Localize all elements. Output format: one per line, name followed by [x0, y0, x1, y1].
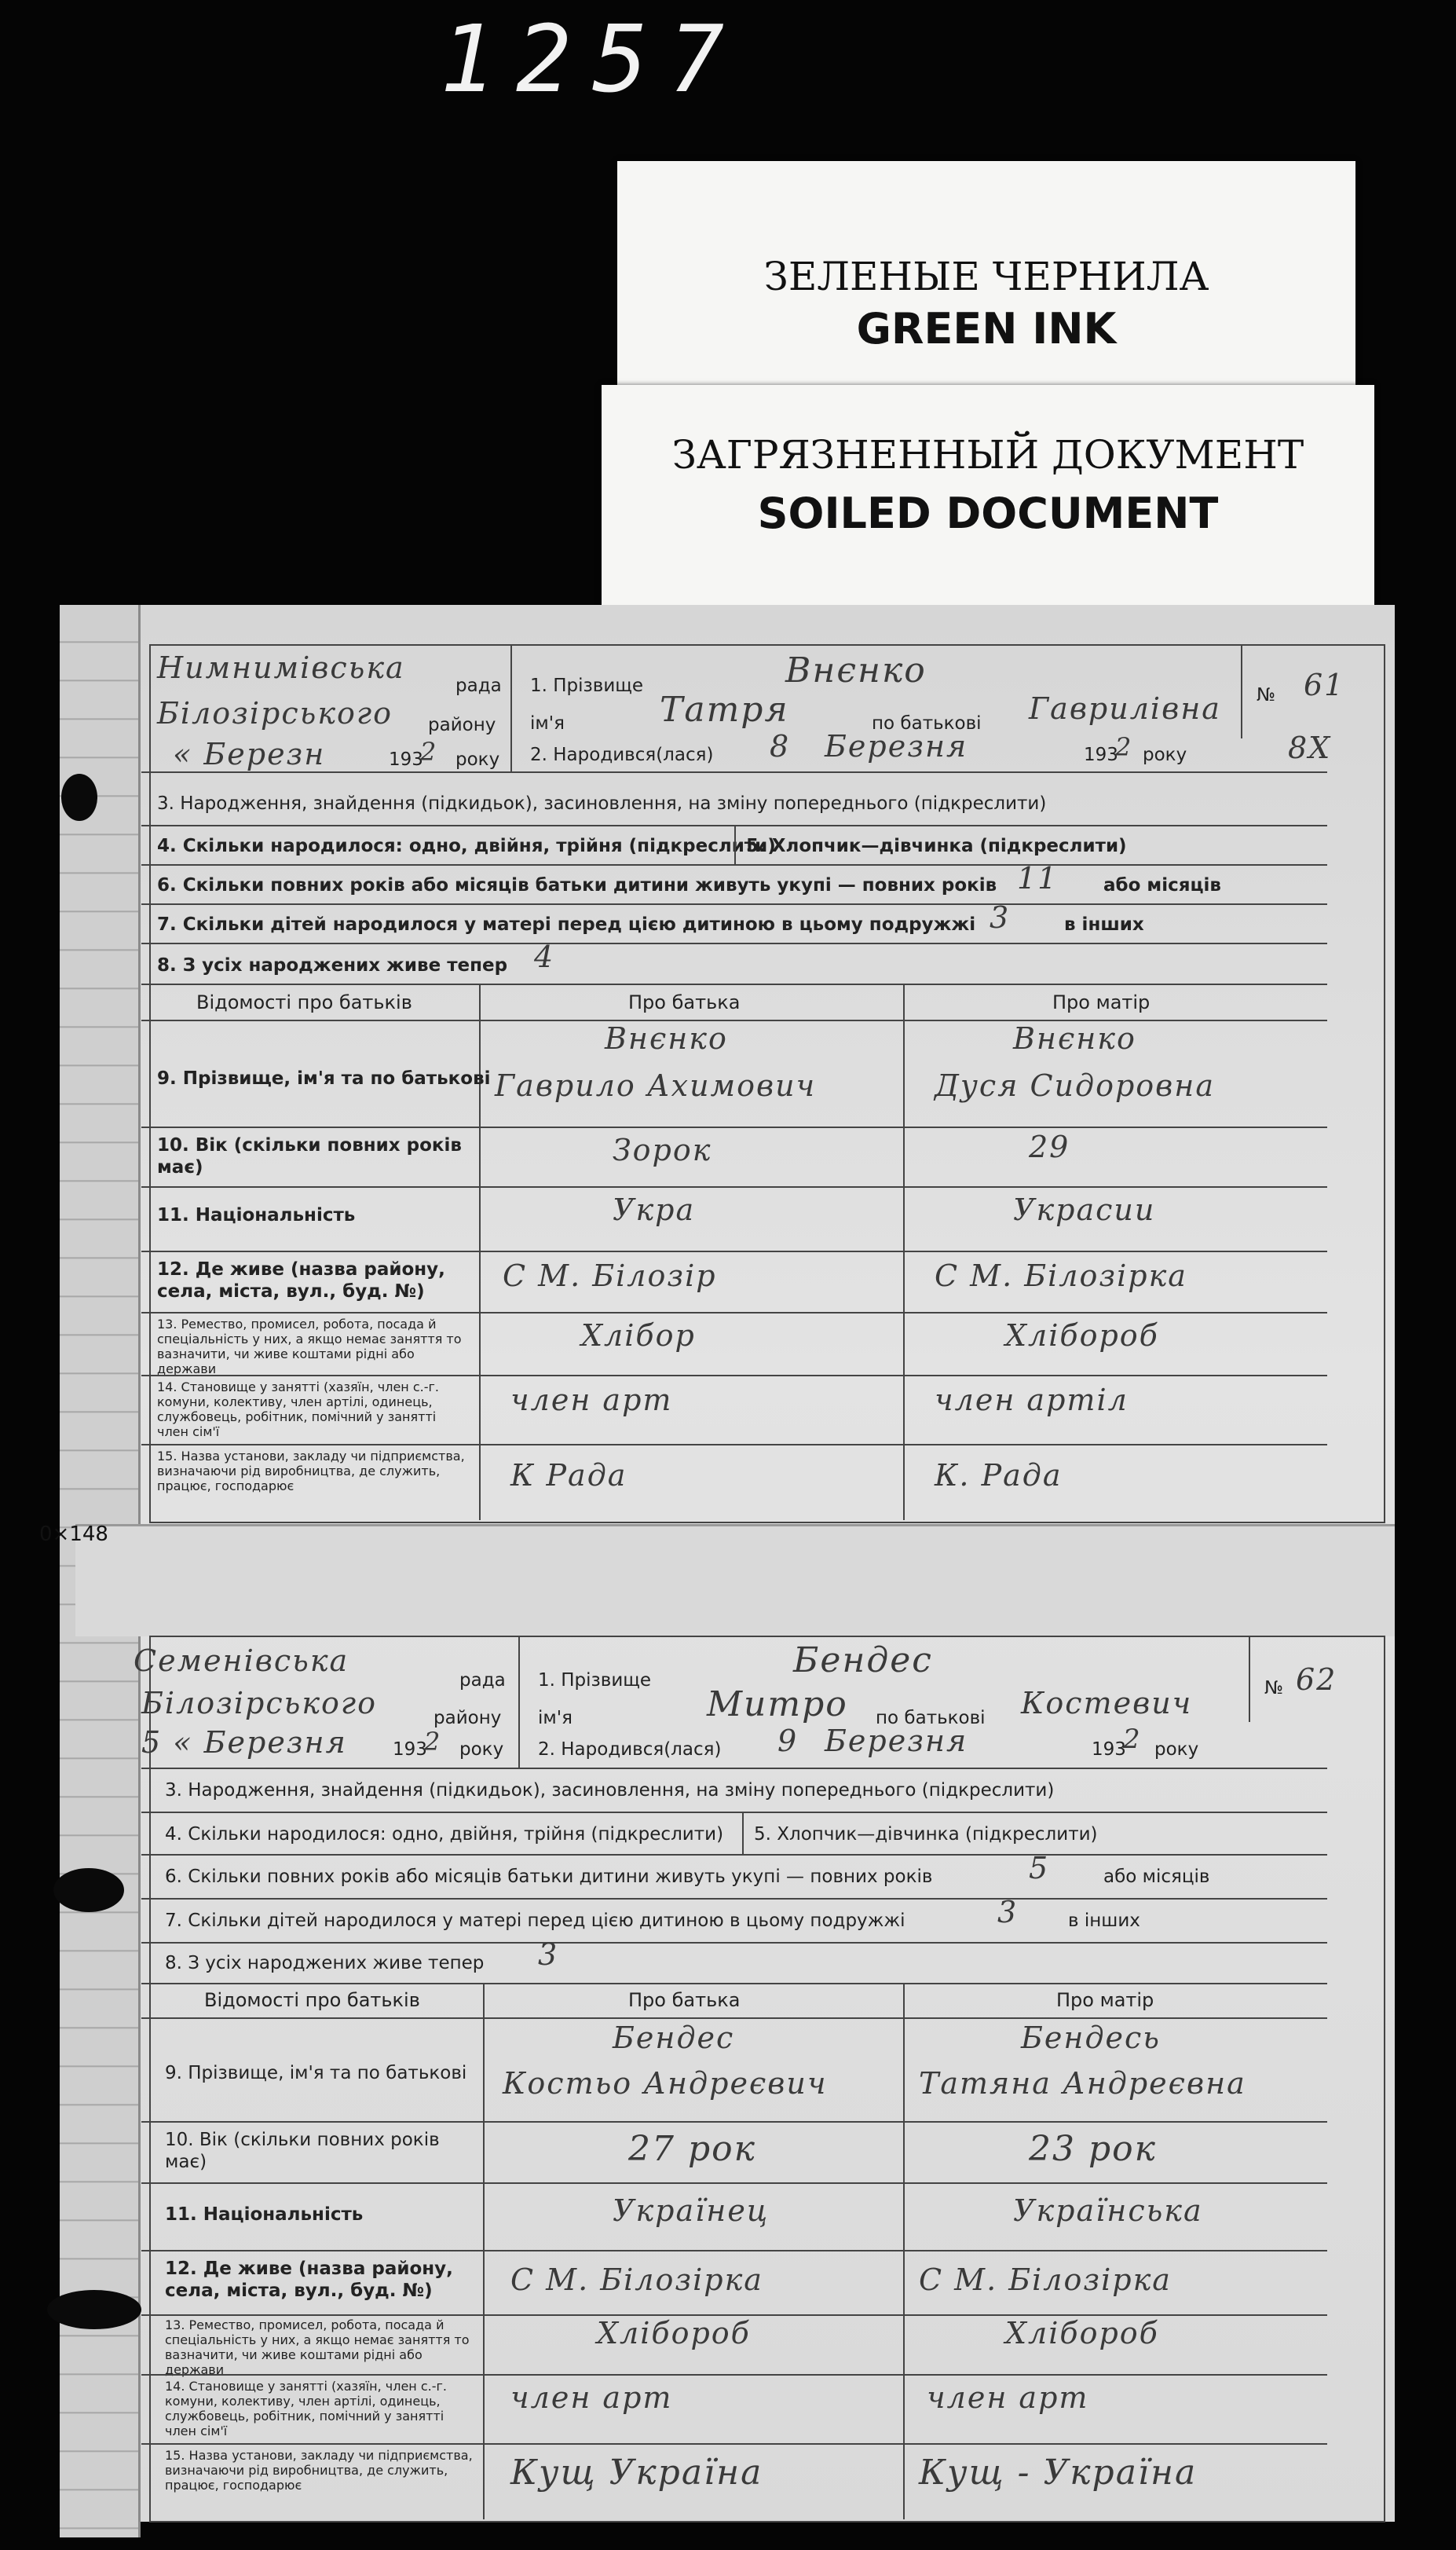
green-ink-label-ru: ЗЕЛЕНЫЕ ЧЕРНИЛА [763, 254, 1209, 299]
row-line [141, 1812, 1327, 1813]
father-age: 27 рок [628, 2129, 756, 2169]
father-age: Зорок [613, 1133, 712, 1167]
soiled-label-ru: ЗАГРЯЗНЕННЫЙ ДОКУМЕНТ [671, 432, 1304, 478]
row10-label: 10. Вік (скільки повних років має) [157, 1135, 462, 1178]
surname-value: Бендес [793, 1640, 933, 1680]
q6-months: або місяців [1103, 875, 1221, 896]
green-ink-label [617, 161, 1355, 397]
year-digit: 2 [424, 1727, 442, 1757]
row-line [141, 1251, 1327, 1252]
row-line [141, 1312, 1327, 1313]
born-label: 2. Народився(лася) [530, 745, 714, 765]
name-value: Татря [660, 690, 789, 730]
name-label: ім'я [530, 713, 565, 734]
raion-label: району [434, 1708, 502, 1728]
roku-label: року [455, 749, 500, 770]
col-info-header: Відомості про батьків [204, 1989, 420, 2011]
name-value: Митро [707, 1684, 848, 1724]
year-prefix: 193 [393, 1739, 427, 1760]
row13-label: 13. Ремество, промисел, робота, посада й спеціальність у них, а якщо немає заняття то вазначити, чи живе коштами рідні або держави [165, 2317, 470, 2377]
father-status: член арт [510, 1383, 673, 1417]
q5-text: 5. Хлопчик—дівчинка (підкреслити) [746, 836, 1127, 856]
row11-label: 11. Національність [157, 1205, 356, 1226]
mother-status: член арт [927, 2380, 1089, 2415]
q4-text: 4. Скільки народилося: одно, двійня, трійня (підкреслити) [157, 836, 776, 856]
col-mother-header: Про матір [1052, 991, 1151, 1013]
mother-occupation: Хлібороб [1005, 2316, 1159, 2350]
father-home: С М. Білозір [503, 1259, 717, 1293]
father-organization: Кущ Україна [510, 2453, 763, 2493]
children-before: 3 [990, 900, 1011, 935]
divider [1249, 1636, 1250, 1722]
father-surname: Бендес [613, 2021, 735, 2055]
father-surname: Внєнко [605, 1021, 728, 1056]
surname-value: Внєнко [785, 650, 927, 691]
date-value: 5 « Березня [141, 1725, 347, 1760]
years-together: 5 [1029, 1851, 1050, 1885]
row14-label: 14. Становище у занятті (хазяїн, член с.-г. комуни, колективу, член артілі, одинець, службовець, робітник, помічний у занятті член сім'ї [165, 2379, 447, 2438]
binding-hole [53, 1868, 124, 1912]
divider [510, 644, 512, 771]
q4-text: 4. Скільки народилося: одно, двійня, трійня (підкреслити) [165, 1824, 724, 1845]
row15-label: 15. Назва установи, закладу чи підприємства, визначаючи рід виробництва, де служить, працює, господарює [165, 2448, 473, 2493]
born-month: Березня [825, 729, 968, 764]
q6-text: 6. Скільки повних років або місяців батьки дитини живуть укупі — повних років [157, 875, 997, 896]
soiled-label-en: SOILED DOCUMENT [757, 489, 1219, 538]
year-digit: 2 [420, 737, 438, 767]
sheet-gap [75, 1524, 1395, 1636]
year-prefix: 193 [389, 749, 423, 770]
father-nationality: Українец [613, 2193, 770, 2228]
margin-mark: 8Х [1288, 731, 1332, 765]
row-line [141, 903, 1327, 905]
divider [518, 1636, 520, 1768]
row-line [141, 2017, 1327, 2019]
row-line [141, 864, 1327, 866]
margin-note: 0×148 [39, 1522, 108, 1546]
father-home: С М. Білозірка [510, 2262, 763, 2297]
row-line [141, 2121, 1327, 2123]
born-year-prefix: 193 [1084, 745, 1118, 765]
archive-number: 1257 [440, 5, 745, 113]
mother-surname: Внєнко [1013, 1021, 1136, 1056]
children-before: 3 [997, 1895, 1019, 1929]
number-label: № [1264, 1678, 1283, 1698]
row10-label: 10. Вік (скільки повних років має) [165, 2130, 440, 2172]
village-value: Нимнимівська [157, 650, 405, 685]
born-label: 2. Народився(лася) [538, 1739, 722, 1760]
raion-label: району [428, 715, 496, 735]
row11-label: 11. Національність [165, 2204, 364, 2225]
name-label: ім'я [538, 1708, 573, 1728]
col-father-header: Про батька [628, 991, 741, 1013]
row14-label: 14. Становище у занятті (хазяїн, член с.-г. комуни, колективу, член артілі, одинець, службовець, робітник, помічний у занятті член сім'ї [157, 1379, 439, 1439]
mother-nationality: Українська [1013, 2193, 1203, 2228]
col-mother-header: Про матір [1056, 1989, 1154, 2011]
born-year-digit: 2 [1123, 1724, 1142, 1755]
row12-label: 12. Де живе (назва району, села, міста, вул., буд. №) [157, 1259, 445, 1302]
row-line [141, 771, 1327, 773]
rada-label: рада [455, 676, 502, 696]
row-line [141, 984, 1327, 985]
divider [742, 1812, 744, 1854]
q3-text: 3. Народження, знайдення (підкидьок), засиновлення, на зміну попереднього (підкреслити) [157, 793, 1047, 814]
born-roku-label: року [1154, 1739, 1199, 1760]
green-ink-label-en: GREEN INK [856, 304, 1117, 354]
q7-other: в інших [1064, 914, 1144, 935]
row-line [141, 1186, 1327, 1188]
q5-text: 5. Хлопчик—дівчинка (підкреслити) [754, 1824, 1098, 1845]
mother-name: Дуся Сидоровна [935, 1068, 1215, 1103]
mother-nationality: Украсии [1013, 1193, 1156, 1227]
q7-text: 7. Скільки дітей народилося у матері перед цією дитиною в цьому подружжі [165, 1911, 905, 1931]
record-number: 61 [1304, 668, 1345, 702]
surname-label: 1. Прізвище [538, 1670, 652, 1691]
row9-label: 9. Прізвище, ім'я та по батькові [165, 2063, 467, 2083]
q8-text: 8. З усіх народжених живе тепер [157, 955, 508, 976]
row-line [141, 1983, 1327, 1984]
row13-label: 13. Ремество, промисел, робота, посада й спеціальність у них, а якщо немає заняття то вазначити, чи живе коштами рідні або держави [157, 1317, 462, 1376]
mother-age: 23 рок [1029, 2129, 1157, 2169]
divider [734, 825, 736, 864]
col-info-header: Відомості про батьків [196, 991, 412, 1013]
row-line [141, 1375, 1327, 1376]
years-together: 11 [1017, 861, 1059, 896]
father-name: Костьо Андреєвич [503, 2066, 828, 2101]
father-nationality: Укра [613, 1193, 696, 1227]
mother-surname: Бендесь [1021, 2021, 1161, 2055]
binding-hole [47, 2290, 141, 2329]
q6-text: 6. Скільки повних років або місяців батьки дитини живуть укупі — повних років [165, 1867, 933, 1887]
q7-text: 7. Скільки дітей народилося у матері перед цією дитиною в цьому подружжі [157, 914, 976, 935]
col-father-header: Про батька [628, 1989, 741, 2011]
divider [1241, 644, 1242, 738]
record-number: 62 [1296, 1662, 1337, 1697]
born-year-prefix: 193 [1092, 1739, 1126, 1760]
born-day: 9 [777, 1724, 799, 1758]
born-year-digit: 2 [1115, 732, 1133, 762]
row-line [141, 2443, 1327, 2445]
district-value: Білозірського [157, 696, 393, 731]
row-line [141, 1768, 1327, 1769]
row-line [141, 943, 1327, 944]
date-value: « Березн [173, 737, 326, 771]
soiled-document-label [602, 385, 1374, 613]
rada-label: рада [459, 1670, 506, 1691]
q8-text: 8. З усіх народжених живе тепер [165, 1953, 485, 1973]
village-value: Семенівська [134, 1643, 349, 1678]
mother-age: 29 [1029, 1130, 1070, 1164]
patronymic-value: Костевич [1021, 1686, 1193, 1720]
father-status: член арт [510, 2380, 673, 2415]
binding-hole [61, 774, 97, 821]
surname-label: 1. Прізвище [530, 676, 644, 696]
row9-label: 9. Прізвище, ім'я та по батькові [157, 1068, 491, 1089]
row-line [141, 1020, 1327, 1021]
mother-home: С М. Білозірка [919, 2262, 1172, 2297]
birth-record-2 [134, 1636, 1390, 2523]
born-day: 8 [770, 729, 791, 764]
mother-organization: К. Рада [935, 1458, 1063, 1493]
row-line [141, 1127, 1327, 1128]
born-month: Березня [825, 1724, 968, 1758]
row-line [141, 2374, 1327, 2376]
roku-label: року [459, 1739, 504, 1760]
mother-status: член артіл [935, 1383, 1129, 1417]
father-name: Гаврило Ахимович [495, 1068, 817, 1103]
row15-label: 15. Назва установи, закладу чи підприємства, визначаючи рід виробництва, де служить, працює, господарює [157, 1449, 465, 1493]
father-organization: К Рада [510, 1458, 627, 1493]
mother-organization: Кущ - Україна [919, 2453, 1198, 2493]
patronymic-value: Гаврилівна [1029, 691, 1221, 726]
born-roku-label: року [1143, 745, 1187, 765]
district-value: Білозірського [141, 1686, 377, 1720]
mother-home: С М. Білозірка [935, 1259, 1187, 1293]
birth-record-1 [141, 644, 1390, 1524]
q3-text: 3. Народження, знайдення (підкидьок), засиновлення, на зміну попереднього (підкреслити) [165, 1780, 1055, 1801]
patronymic-label: по батькові [876, 1708, 986, 1728]
number-label: № [1257, 685, 1275, 705]
row-line [141, 2250, 1327, 2251]
q7-other: в інших [1068, 1911, 1140, 1931]
row-line [141, 1898, 1327, 1900]
alive-count: 3 [538, 1937, 559, 1972]
row-line [141, 1444, 1327, 1445]
row12-label: 12. Де живе (назва району, села, міста, вул., буд. №) [165, 2259, 453, 2301]
row-line [141, 1854, 1327, 1856]
row-line [141, 2182, 1327, 2184]
patronymic-label: по батькові [872, 713, 982, 734]
mother-name: Татяна Андреєвна [919, 2066, 1246, 2101]
alive-count: 4 [534, 940, 555, 974]
mother-occupation: Хлібороб [1005, 1318, 1159, 1353]
q6-months: або місяців [1103, 1867, 1210, 1887]
father-occupation: Хлібороб [597, 2316, 751, 2350]
row-line [141, 1942, 1327, 1944]
father-occupation: Хлібор [581, 1318, 696, 1353]
